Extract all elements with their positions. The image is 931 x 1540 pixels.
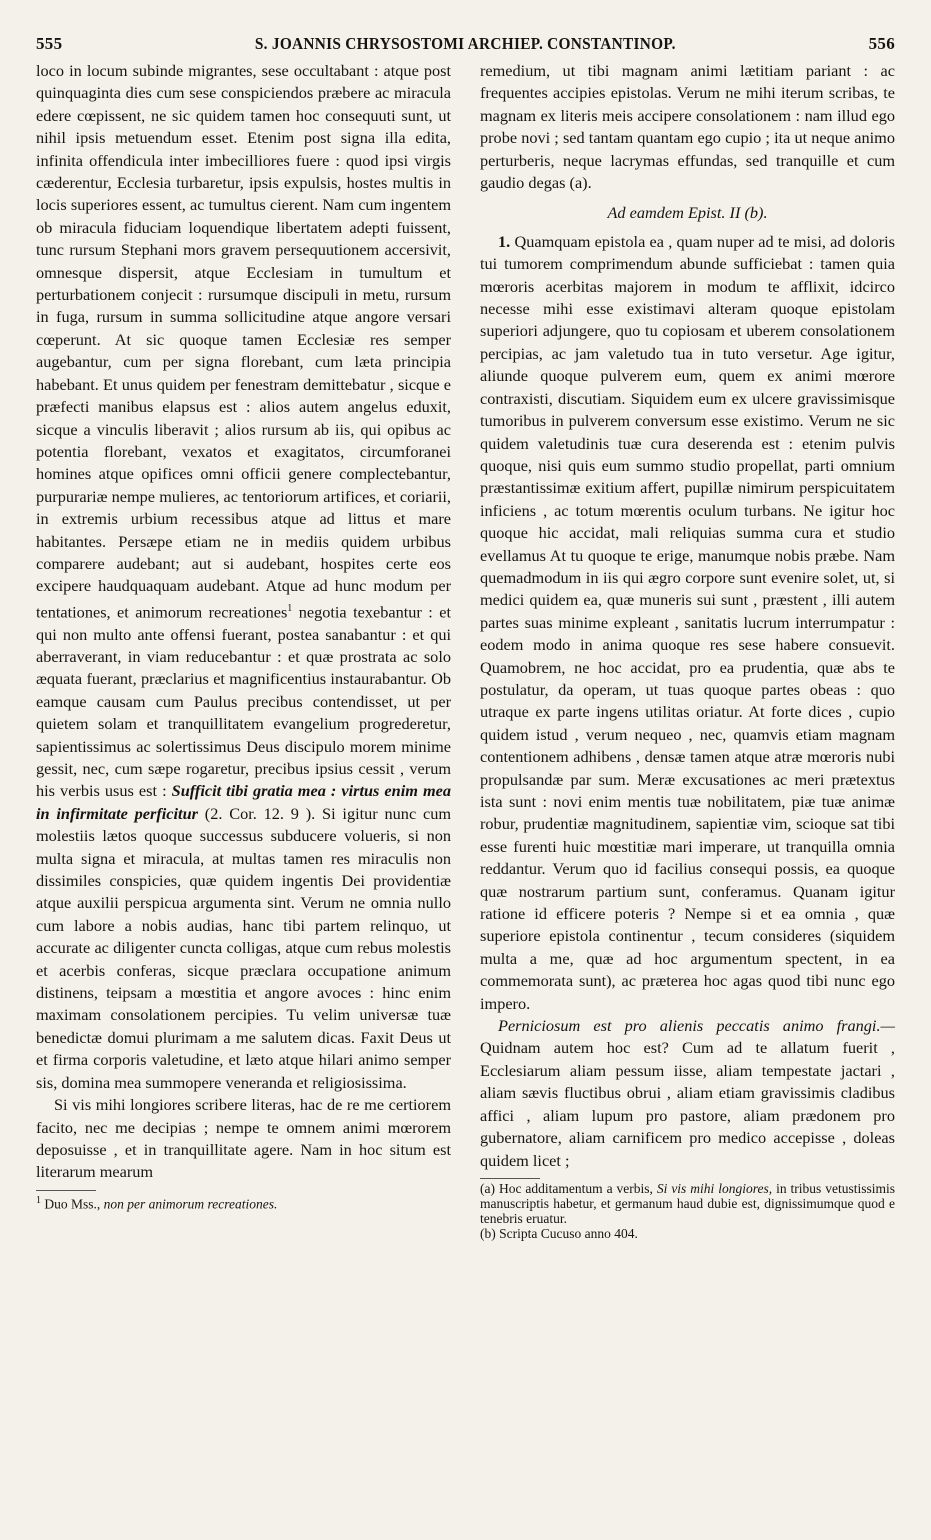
left-paragraph-2: Si vis mihi longiores scribere literas, hac de re me certiorem facito, nec me decipias ; nempe te omnem animi mœrorem deposuisse , et in tranquillitate agere. Nam in hoc situm est literarum mearum	[36, 1095, 451, 1182]
footnote-divider	[36, 1190, 96, 1191]
right-text-1: Quamquam epistola ea , quam nuper ad te misi, ad doloris tui tumorem comprimendum abunde sufficiebat : tamen quia mœroris acerbitas majorem in modum te afflixit, idcirco necesse mihi esse existimavi alteram quoque epistolam superiori adjungere, quo tu copiosam et uberem consolationem percipias, ac jam valetudo tua in tuto versetur. Age igitur, aliunde quoque pulverem eum, quem ex animi mœrore contraxisti, discutiam. Siquidem eum ex ulcere gravissimisque tumoribus in pulverem conversum esse existimo. Verum ne sic quidem valetudinis tuæ cura deserenda est : etenim pulvis quoque, nisi quis eum summo studio propellat, parti omnium præstantissimæ exitium affert, pupillæ nimirum perspicuitatem inficiens , ac totum mœrentis oculum turbans. Ne igitur hoc quoque hic accidat, mali reliquias summa cura et studio evellamus At tu quoque te erige, manumque nobis præbe. Nam quemadmodum in iis qui ægro corpore sunt evenire solet, ut, si medici quidem ea, quæ muneris sui sunt , præstent , illi autem partes suas minime expleant , sanitatis lucrum interrumpatur : eodem modo in anima quoque res sese habere consuevit. Quamobrem, ne hoc accidat, pro ea prudentia, quæ abs te postulatur, da operam, ut tuas quoque partes obeas : quo utraque ex parte ingens utilitas oriatur. At forte dices , cupio quidem istud , verum nequeo , nec, quamvis etiam magnam contentionem adhibens , densæ tamen atque atræ mœroris nubi propulsandæ par sum. Meræ excusationes ac meri prætextus ista sunt : novi enim mentis tuæ nobilitatem, piæ tuæ animæ robur, prudentiæ magnitudinem, sapientiæ vim, scioque sat tibi esse furenti huic mœstitiæ mari imperare, ut tranquilla omnia reddantur. Verum quo id facilius consequi possis, ea quoque quæ nostrarum partium sunt, conferamus. Quanam igitur ratione id efficere poteris ? Nempe si et ea omnia , quæ superiore epistola continentur , tecum consideres (siquidem multa a me, quæ ad hoc argumentum spectent, in ea commemorata sunt), ac præterea hoc agas quod tibi nunc ego impero.	[480, 231, 895, 1013]
footnote-divider-right	[480, 1178, 540, 1179]
footnote-1	[36, 1193, 451, 1212]
left-text-1: loco in locum subinde migrantes, sese occultabant : atque post quinquaginta dies cum sese conspiciendos præbere ac miracula edere cœpissent, ne sic quidem tamen hoc consequuti sunt, ut nihil ipsis metuendum esset. Etenim post signa illa edita, infinita offendicula inter imbecilliores fuere : quod ipsi virgis cæderentur, Ecclesia turbaretur, ipsis expulsis, hostes multis in locis superiores essent, ac tumultus cierent. Nam cum ingentem ob miracula fiduciam loquendique libertatem adepti fuissent, tunc rursum Stephani mors gravem persequutionem accersivit, omnesque dispersit, atque Ecclesiam in tumultum et perturbationem conjecit : rursumque discipuli in metu, rursum in fuga, rursum in summa sollicitudine atque angore versari cœperunt. At sic quoque tamen Ecclesiæ res semper augebantur, cum per signa florebant, cum læta principia habebant. Et unus quidem per fenestram demittebatur , sicque e præfecti manibus elapsus est : alios autem angelus eduxit, sicque a vinculis liberavit ; alios rursum ab iis, qui opibus ac potentia florebant, vexatos et exagitatos, circumforanei homines atque opifices omni officii genere complectebantur, purpurariæ nempe mulieres, ac tentoriorum artifices, et coriarii, in extremis urbium recessibus atque ad littus et mare habitantes. Persæpe etiam ne in mediis quidem urbibus comparere audebant; aut si audebant, hospites certe eos excipere haudquaquam audebant. Atque ad hunc modum per tentationes, et animorum recreationes	[36, 61, 451, 622]
footnote-italic-text: non per animorum recreationes.	[103, 1196, 278, 1212]
right-text-2: Quidnam autem hoc est? Cum ad te allatum fuerit , Ecclesiarum aliam pessum iisse, aliam tempestate jactari , aliam sævis fluctibus obrui , aliam etiam gravissimis cladibus affici , aliam lupum pro pastore, aliam prædonem pro gubernatore, aliam carnificem pro medico accepisse , doleas quidem licet ;	[480, 1038, 895, 1170]
footnote-a	[480, 1181, 895, 1226]
scripture-quote: Sufficit tibi gratia mea : virtus enim mea in infirmitate perficitur	[36, 781, 451, 823]
left-text-2: negotia texebantur : et qui non multo ante offensi fuerant, postea sanabantur : et qui aberraverant, in viam reducebantur : et quæ prostrata ac solo æquata fuerant, præclarius et magnificentius instaurabantur. Ob eamque causam cum Paulus precibus contendisset, ut per quietem solam et tranquillitatem evangelium progrederetur, sapientissimus ac solertissimus Deus discipulo morem minime gessit, nec, cum sæpe rogaretur, precibus ipsius cessit , verum his verbis usus est :	[36, 602, 452, 801]
footnote-a-label: (a)	[480, 1180, 495, 1196]
right-paragraph-0: remedium, ut tibi magnam animi lætitiam pariant : ac frequentes accipies epistolas. Verum ne mihi iterum scribas, te magnam ex literis meis accipere consolationem : nam illud ego probe novi ; sed tantam quantam ego cupio ; ita ut neque animo perturberis, neque lacrymas effundas, sed tranquille et cum gaudio degas (a).	[480, 61, 895, 193]
left-text-3: (2. Cor. 12. 9 ). Si igitur nunc cum molestiis lætos quoque successus subducere volueris, si non multa signa et miracula, at multas tamen res miraculis non dissimiles conspicies, quæ quidem ingentis Dei providentiæ atque auxilii perspicua argumenta sint. Verum ne omnia nullo cum labore a nobis audias, hanc tibi partem relinquo, ut accurate ac diligenter cuncta colligas, atque cum rebus molestis et acerbis conferas, sicque præclara occupatione animum distinens, teipsam a mœstitia et angore avoces : hinc enim maximam consolationem percipies. Tu velim universæ tuæ benedictæ domui plurimam a me salutem dicas. Faxit Deus ut et firma corporis valetudine, et læto atque hilari animo semper sis, domina mea summopere veneranda et religiosissima.	[36, 803, 452, 1092]
page-number-right: 556	[868, 34, 895, 53]
paragraph-number: 1.	[498, 231, 511, 251]
footnote-b-text: Scripta Cucuso anno 404.	[495, 1225, 638, 1241]
footnote-mark: 1	[36, 1194, 41, 1206]
footnote-ref-1: 1	[287, 602, 293, 614]
left-paragraph-1	[36, 60, 451, 1094]
running-title: S. JOANNIS CHRYSOSTOMI ARCHIEP. CONSTANTINOP.	[255, 34, 676, 53]
side-heading: Perniciosum est pro alienis peccatis animo frangi.—	[498, 1016, 895, 1036]
right-paragraph-2	[480, 1015, 895, 1172]
footnote-a-text-2: , in tribus vetustissimis manuscriptis habetur, et germanum haud dubie est, dignissimumque quod e tenebris eruatur.	[480, 1180, 895, 1226]
footnote-text: Duo Mss.,	[41, 1196, 104, 1212]
left-column	[36, 60, 451, 1241]
footnote-a-italic: Si vis mihi longiores	[656, 1180, 769, 1196]
page-number-left: 555	[36, 34, 63, 53]
text-columns	[36, 60, 895, 1241]
running-head	[36, 34, 895, 54]
right-paragraph-1	[480, 231, 895, 1015]
right-column	[480, 60, 895, 1241]
footnote-a-text-1: Hoc additamentum a verbis,	[494, 1180, 657, 1196]
footnote-b	[480, 1226, 895, 1241]
footnote-b-label: (b)	[480, 1225, 496, 1241]
section-heading: Ad eamdem Epist. II (b).	[607, 203, 768, 223]
